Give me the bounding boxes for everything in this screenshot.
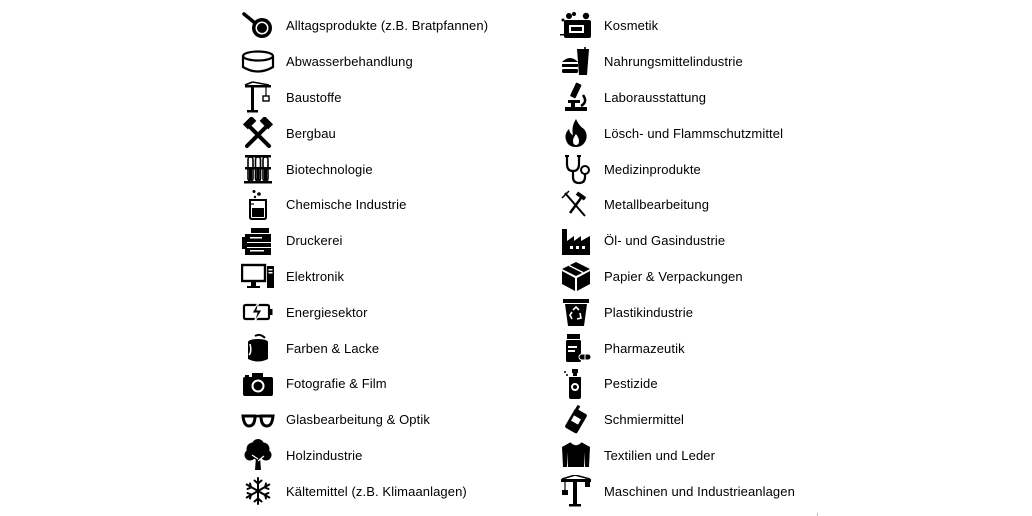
sweater-icon xyxy=(556,439,596,471)
computer-icon xyxy=(238,260,278,292)
list-item-label: Pestizide xyxy=(604,376,658,392)
list-item xyxy=(238,223,488,259)
snowflake-icon xyxy=(238,475,278,507)
frying-pan-icon xyxy=(238,10,278,42)
list-item-label: Laborausstattung xyxy=(604,89,707,105)
list-item-label: Biotechnologie xyxy=(286,161,373,177)
pill-bottle-icon xyxy=(556,332,596,364)
industry-list-left xyxy=(238,8,488,509)
battery-icon xyxy=(238,296,278,328)
list-item xyxy=(556,80,795,116)
list-item xyxy=(556,402,795,438)
paint-can-icon xyxy=(238,332,278,364)
list-item-label: Plastikindustrie xyxy=(604,304,694,320)
crane-icon xyxy=(238,81,278,113)
list-item-label: Papier & Verpackungen xyxy=(604,268,743,284)
list-item xyxy=(238,259,488,295)
list-item xyxy=(238,438,488,474)
test-tubes-icon xyxy=(238,153,278,185)
list-item xyxy=(556,44,795,80)
list-item-label: Pharmazeutik xyxy=(604,340,685,356)
list-item xyxy=(556,438,795,474)
list-item-label: Bergbau xyxy=(286,125,336,141)
fast-food-icon xyxy=(556,46,596,78)
spray-bottle-icon xyxy=(556,368,596,400)
list-item-label: Öl- und Gasindustrie xyxy=(604,233,726,249)
list-item xyxy=(556,115,795,151)
list-item xyxy=(556,259,795,295)
microscope-icon xyxy=(556,81,596,113)
list-item-label: Metallbearbeitung xyxy=(604,197,710,213)
factory-icon xyxy=(556,225,596,257)
list-item xyxy=(238,294,488,330)
beaker-icon xyxy=(238,189,278,221)
list-item-label: Abwasserbehandlung xyxy=(286,54,413,70)
list-item xyxy=(556,223,795,259)
list-item xyxy=(556,473,795,509)
list-item-label: Fotografie & Film xyxy=(286,376,387,392)
list-item-label: Textilien und Leder xyxy=(604,447,716,463)
stethoscope-icon xyxy=(556,153,596,185)
list-item xyxy=(238,151,488,187)
list-item xyxy=(238,473,488,509)
crossed-hammers-icon xyxy=(238,117,278,149)
list-item xyxy=(238,402,488,438)
list-item-label: Kosmetik xyxy=(604,18,659,34)
list-item xyxy=(238,44,488,80)
list-item xyxy=(238,330,488,366)
list-item-label: Chemische Industrie xyxy=(286,197,407,213)
list-item-label: Holzindustrie xyxy=(286,447,363,463)
list-item xyxy=(556,366,795,402)
list-item-label: Kältemittel (z.B. Klimaanlagen) xyxy=(286,483,467,499)
recycle-bin-icon xyxy=(556,296,596,328)
printer-icon xyxy=(238,225,278,257)
list-item xyxy=(238,115,488,151)
list-item-label: Energiesektor xyxy=(286,304,368,320)
industry-list-right xyxy=(556,8,795,509)
cosmetics-icon xyxy=(556,10,596,42)
glasses-icon xyxy=(238,404,278,436)
list-item xyxy=(238,80,488,116)
list-item xyxy=(556,151,795,187)
list-item-label: Farben & Lacke xyxy=(286,340,380,356)
list-item xyxy=(238,366,488,402)
list-item xyxy=(238,187,488,223)
list-item xyxy=(556,294,795,330)
hammer-tools-icon xyxy=(556,189,596,221)
list-item xyxy=(556,330,795,366)
list-item xyxy=(238,8,488,44)
list-item-label: Druckerei xyxy=(286,233,343,249)
box-icon xyxy=(556,260,596,292)
list-item-label: Alltagsprodukte (z.B. Bratpfannen) xyxy=(286,18,489,34)
list-item-label: Schmiermittel xyxy=(604,412,685,428)
flame-icon xyxy=(556,117,596,149)
list-item-label: Baustoffe xyxy=(286,89,342,105)
list-item xyxy=(556,187,795,223)
list-item-label: Glasbearbeitung & Optik xyxy=(286,412,430,428)
list-item-label: Medizinprodukte xyxy=(604,161,701,177)
list-item-label: Nahrungsmittelindustrie xyxy=(604,54,743,70)
list-item-label: Lösch- und Flammschutzmittel xyxy=(604,125,784,141)
basin-icon xyxy=(238,46,278,78)
lubricant-icon xyxy=(556,404,596,436)
crane-large-icon xyxy=(556,475,596,507)
tree-icon xyxy=(238,439,278,471)
list-item-label: Maschinen und Industrieanlagen xyxy=(604,483,795,499)
list-item xyxy=(556,8,795,44)
camera-icon xyxy=(238,368,278,400)
list-item-label: Elektronik xyxy=(286,268,345,284)
